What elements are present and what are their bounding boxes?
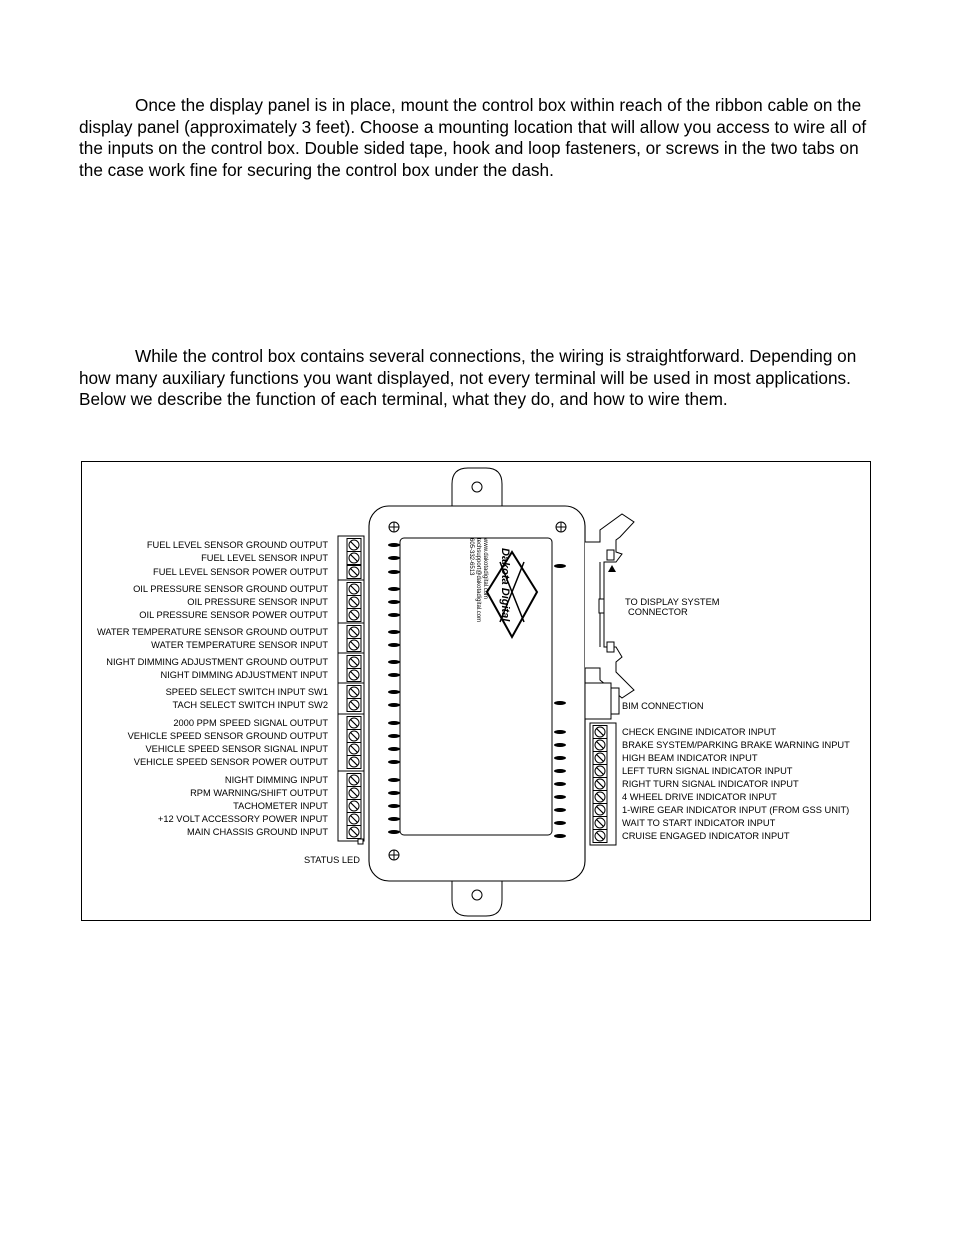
- right-terminal-label: CRUISE ENGAGED INDICATOR INPUT: [622, 831, 790, 841]
- bim-led-indicator-icon: [554, 701, 566, 705]
- led-indicator-icon: [388, 747, 400, 751]
- display-connector-label-line2: CONNECTOR: [628, 607, 688, 617]
- control-box-diagram: [81, 461, 871, 921]
- led-indicator-icon: [388, 630, 400, 634]
- led-indicator-icon: [388, 817, 400, 821]
- right-terminal-label: HIGH BEAM INDICATOR INPUT: [622, 753, 758, 763]
- left-terminal-label: MAIN CHASSIS GROUND INPUT: [186, 827, 328, 837]
- terminal-screw-icon: [593, 804, 607, 817]
- led-indicator-icon: [388, 660, 400, 664]
- led-indicator-icon: [554, 795, 566, 799]
- terminal-screw-icon: [347, 639, 361, 652]
- led-indicator-icon: [388, 543, 400, 547]
- logo-text: Dakota Digital: [499, 548, 511, 622]
- led-indicator-icon: [388, 570, 400, 574]
- left-terminal-labels: [97, 540, 328, 837]
- label-phone: 605-332-6513: [468, 538, 474, 576]
- status-led-label: STATUS LED: [304, 855, 360, 865]
- led-indicator-icon: [388, 804, 400, 808]
- left-terminal-strip: [338, 536, 364, 841]
- led-indicator-icon: [554, 808, 566, 812]
- label-website: www.dakotadigital.com: [482, 538, 488, 600]
- left-terminal-label: TACH SELECT SWITCH INPUT SW2: [172, 700, 328, 710]
- terminal-screw-icon: [347, 669, 361, 682]
- right-terminal-label: WAIT TO START INDICATOR INPUT: [622, 818, 776, 828]
- right-terminal-label: 1-WIRE GEAR INDICATOR INPUT (FROM GSS UNIT): [622, 805, 850, 815]
- led-indicator-icon: [554, 821, 566, 825]
- left-terminal-label: VEHICLE SPEED SENSOR SIGNAL INPUT: [145, 744, 328, 754]
- top-mounting-hole: [472, 482, 482, 492]
- led-indicator-icon: [388, 673, 400, 677]
- led-indicator-icon: [554, 769, 566, 773]
- right-terminal-label: BRAKE SYSTEM/PARKING BRAKE WARNING INPUT: [622, 740, 850, 750]
- terminal-screw-icon: [347, 756, 361, 769]
- led-indicator-icon: [388, 791, 400, 795]
- led-indicator-icon: [388, 690, 400, 694]
- screw-bottom-left-icon: [389, 850, 399, 860]
- terminal-screw-icon: [593, 830, 607, 843]
- terminal-screw-icon: [347, 743, 361, 756]
- terminal-screw-icon: [347, 699, 361, 712]
- terminal-screw-icon: [593, 752, 607, 765]
- terminal-screw-icon: [347, 787, 361, 800]
- status-led-marker: [358, 839, 363, 844]
- left-terminal-label: FUEL LEVEL SENSOR POWER OUTPUT: [153, 567, 328, 577]
- terminal-screw-icon: [593, 817, 607, 830]
- left-terminal-label: NIGHT DIMMING INPUT: [224, 775, 328, 785]
- left-terminal-label: 2000 PPM SPEED SIGNAL OUTPUT: [173, 718, 328, 728]
- terminal-screw-icon: [593, 778, 607, 791]
- terminal-screw-icon: [347, 539, 361, 552]
- terminal-screw-icon: [347, 596, 361, 609]
- led-indicator-icon: [554, 782, 566, 786]
- terminal-screw-icon: [593, 791, 607, 804]
- terminal-screw-icon: [347, 609, 361, 622]
- terminal-screw-icon: [347, 730, 361, 743]
- right-terminal-label: CHECK ENGINE INDICATOR INPUT: [622, 727, 777, 737]
- right-terminal-label: 4 WHEEL DRIVE INDICATOR INPUT: [622, 792, 777, 802]
- terminal-screw-icon: [347, 800, 361, 813]
- terminal-screw-icon: [347, 583, 361, 596]
- left-terminal-label: VEHICLE SPEED SENSOR GROUND OUTPUT: [127, 731, 328, 741]
- left-terminal-label: VEHICLE SPEED SENSOR POWER OUTPUT: [133, 757, 328, 767]
- terminal-screw-icon: [593, 765, 607, 778]
- terminal-screw-icon: [347, 656, 361, 669]
- led-indicator-icon: [388, 778, 400, 782]
- led-indicator-icon: [388, 760, 400, 764]
- left-terminal-label: OIL PRESSURE SENSOR INPUT: [187, 597, 328, 607]
- paragraph-wiring: [79, 346, 879, 411]
- terminal-screw-icon: [593, 739, 607, 752]
- screw-top-right-icon: [556, 522, 566, 532]
- terminal-screw-icon: [347, 626, 361, 639]
- led-indicator-icon: [388, 613, 400, 617]
- led-indicator-icon: [388, 830, 400, 834]
- terminal-screw-icon: [347, 826, 361, 839]
- led-indicator-icon: [554, 743, 566, 747]
- left-terminal-label: OIL PRESSURE SENSOR POWER OUTPUT: [139, 610, 328, 620]
- left-terminal-label: WATER TEMPERATURE SENSOR INPUT: [151, 640, 328, 650]
- led-indicator-icon: [388, 600, 400, 604]
- label-email: techsupport@dakotadigital.com: [475, 538, 481, 623]
- display-connector-label-line1: TO DISPLAY SYSTEM: [625, 597, 720, 607]
- terminal-screw-icon: [347, 566, 361, 579]
- left-terminal-label: FUEL LEVEL SENSOR INPUT: [201, 553, 328, 563]
- led-indicator-icon: [388, 587, 400, 591]
- terminal-screw-icon: [347, 774, 361, 787]
- bim-connector: [585, 683, 619, 719]
- left-terminal-label: SPEED SELECT SWITCH INPUT SW1: [165, 687, 328, 697]
- terminal-screw-icon: [347, 686, 361, 699]
- left-terminal-label: RPM WARNING/SHIFT OUTPUT: [190, 788, 328, 798]
- led-indicator-icon: [554, 756, 566, 760]
- screw-top-left-icon: [389, 522, 399, 532]
- terminal-screw-icon: [347, 813, 361, 826]
- led-indicator-icon: [388, 703, 400, 707]
- led-indicator-icon: [554, 834, 566, 838]
- left-terminal-label: NIGHT DIMMING ADJUSTMENT INPUT: [160, 670, 328, 680]
- bim-connection-label: BIM CONNECTION: [622, 701, 704, 711]
- status-led-indicator-icon: [554, 564, 566, 568]
- diagram-svg: [82, 462, 872, 922]
- right-terminal-strip: [590, 723, 616, 845]
- led-indicator-icon: [388, 556, 400, 560]
- right-terminal-label: LEFT TURN SIGNAL INDICATOR INPUT: [622, 766, 793, 776]
- paragraph-wiring-text: While the control box contains several connections, the wiring is straightforward. Depending on how many auxiliary functions you want displayed, not every terminal will be used in most applications. Below we describe the function of each terminal, what they do, and how to wire them.: [79, 346, 857, 410]
- led-indicator-icon: [388, 721, 400, 725]
- right-terminal-labels: [622, 727, 850, 841]
- paragraph-mounting: [79, 95, 879, 181]
- terminal-screw-icon: [593, 726, 607, 739]
- left-terminal-label: WATER TEMPERATURE SENSOR GROUND OUTPUT: [96, 627, 328, 637]
- terminal-screw-icon: [347, 552, 361, 565]
- led-indicator-icon: [388, 643, 400, 647]
- led-indicator-icon: [388, 734, 400, 738]
- left-terminal-label: TACHOMETER INPUT: [233, 801, 328, 811]
- paragraph-mounting-text: Once the display panel is in place, mount the control box within reach of the ribbon cable on the display panel (approximately 3 feet). Choose a mounting location that will allow you access to wire all of the inputs on the control box. Double sided tape, hook and loop fasteners, or screws in the two tabs on the case work fine for securing the control box under the dash.: [79, 95, 867, 180]
- left-terminal-label: NIGHT DIMMING ADJUSTMENT GROUND OUTPUT: [106, 657, 328, 667]
- left-terminal-label: FUEL LEVEL SENSOR GROUND OUTPUT: [146, 540, 328, 550]
- left-terminal-label: +12 VOLT ACCESSORY POWER INPUT: [157, 814, 328, 824]
- left-terminal-label: OIL PRESSURE SENSOR GROUND OUTPUT: [133, 584, 328, 594]
- right-terminal-label: RIGHT TURN SIGNAL INDICATOR INPUT: [622, 779, 799, 789]
- led-indicator-icon: [554, 730, 566, 734]
- terminal-screw-icon: [347, 717, 361, 730]
- bottom-mounting-hole: [472, 890, 482, 900]
